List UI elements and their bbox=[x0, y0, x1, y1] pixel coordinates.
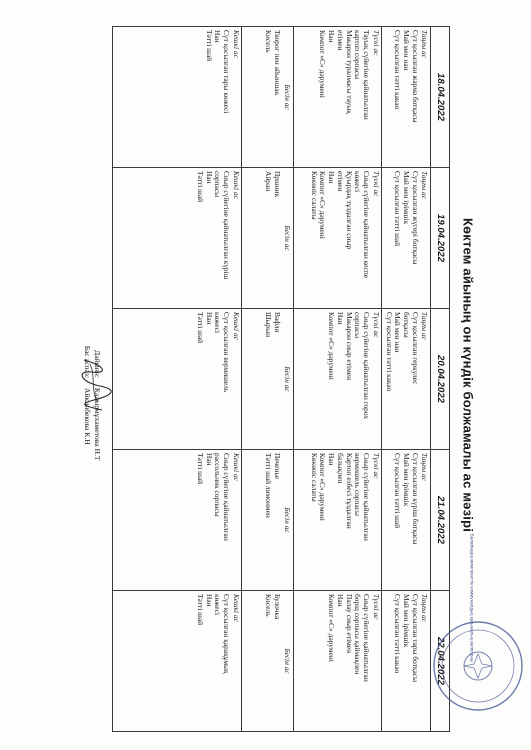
menu-item: көжесі bbox=[213, 594, 223, 616]
meal-label: Таңғы ас bbox=[420, 30, 430, 58]
menu-item: Компот «С» дәруменi bbox=[327, 312, 337, 380]
menu-item: Макарон туралмасы тауық bbox=[344, 30, 354, 114]
menu-item: Тәтті шай bbox=[195, 171, 205, 203]
menu-item: Нан bbox=[327, 171, 337, 184]
menu-item: Тәтті шай bbox=[195, 594, 205, 626]
menu-item: Нан bbox=[204, 171, 214, 184]
snack-cell bbox=[242, 309, 294, 450]
menu-sheet bbox=[10, 26, 450, 732]
lunch-cell bbox=[294, 309, 382, 450]
menu-item: Нан bbox=[213, 30, 223, 43]
chef-line bbox=[82, 316, 92, 616]
menu-item: Сиыр сүйегіне қайнатылған күріш bbox=[222, 171, 232, 280]
menu-item: Сиыр сүйегіне қайнатылған кеспе bbox=[362, 171, 372, 279]
menu-item: көжесі bbox=[353, 171, 363, 193]
menu-item: Көкөніс салаты bbox=[309, 453, 319, 502]
meal-label: Түскі ас bbox=[371, 30, 381, 56]
menu-item: вермишель сорпасы bbox=[353, 453, 363, 516]
menu-item: Картоп езбесі тұздалған bbox=[344, 453, 354, 529]
meal-label: Бесін ас bbox=[282, 507, 292, 533]
menu-item: Сүт қосылған тәтті какао bbox=[393, 30, 403, 110]
date-header-1: 18.04.2022 bbox=[431, 27, 450, 168]
meal-label: Бесін ас bbox=[282, 648, 292, 674]
lunch-cell bbox=[294, 591, 382, 732]
menu-item: Сүт қосылған қарақұмық bbox=[222, 594, 232, 674]
official-seal bbox=[430, 618, 526, 714]
menu-table bbox=[112, 26, 450, 732]
breakfast-row bbox=[382, 27, 431, 732]
snack-cell bbox=[242, 27, 294, 168]
menu-item: Айран bbox=[264, 171, 274, 192]
menu-item: Сүт қосылған тәтті какао bbox=[393, 594, 403, 674]
menu-item: Пршник bbox=[273, 171, 283, 198]
menu-item: Сиыр сүйегіне қайнатылған горох bbox=[362, 312, 372, 420]
meal-label: Таңғы ас bbox=[420, 594, 430, 622]
dinner-cell bbox=[113, 450, 242, 591]
menu-item: етімен bbox=[335, 171, 345, 192]
menu-item: борщ сорпасы қаймақпен bbox=[353, 594, 363, 675]
menu-item: Нан bbox=[204, 594, 214, 607]
menu-item: Май мен нан bbox=[402, 30, 412, 71]
menu-item: Сиыр сүйегіне қайнатылған bbox=[362, 594, 372, 682]
snack-cell bbox=[242, 168, 294, 309]
breakfast-cell bbox=[382, 591, 431, 732]
meal-label: Түскі ас bbox=[371, 171, 381, 197]
chef-label: Бас аспаз: bbox=[83, 345, 93, 378]
menu-item: Қуырдақ тұздалған сиыр bbox=[344, 171, 354, 250]
menu-item: Сиыр сүйегіне қайнатылған bbox=[362, 453, 372, 541]
menu-item: Сүт қосылған тары ботқасы bbox=[410, 594, 420, 683]
meal-label: Түскі ас bbox=[371, 453, 381, 479]
meal-label: Кешкі ас bbox=[231, 312, 241, 340]
menu-item: Макарон сиыр етімен bbox=[344, 312, 354, 381]
meal-label: Таңғы ас bbox=[420, 171, 430, 199]
menu-item: Тауық сүйегіне қайнатылған bbox=[362, 30, 372, 120]
meal-label: Таңғы ас bbox=[420, 453, 430, 481]
menu-item: Нан bbox=[335, 594, 345, 607]
date-header-3: 20.04.2022 bbox=[431, 309, 450, 450]
meal-label: Кешкі ас bbox=[231, 30, 241, 58]
menu-item: Компот «С» дәруменi bbox=[318, 453, 328, 521]
menu-item: көжесі bbox=[213, 312, 223, 334]
menu-item: Тәтті шай лимонмен bbox=[264, 453, 274, 518]
approved-label: Дайынн: bbox=[93, 350, 102, 378]
lunch-cell bbox=[294, 450, 382, 591]
approved-line bbox=[92, 316, 102, 616]
seal-text-line: Балабақша мемлекеттік коммуналдық қазыналық кәсіпорны bbox=[469, 533, 475, 663]
dinner-cell bbox=[113, 591, 242, 732]
dinner-cell bbox=[113, 27, 242, 168]
menu-item: Нан bbox=[335, 312, 345, 325]
menu-item: Сүт қосылған тәтті какао bbox=[384, 312, 394, 392]
meal-label: Кешкі ас bbox=[231, 594, 241, 622]
menu-item: Творог пен айыншак bbox=[273, 30, 283, 96]
menu-item: Май мен ірімшік bbox=[402, 594, 412, 648]
chef-name: Айкинбекова К.Н bbox=[83, 387, 93, 445]
menu-item: Тәтті шай bbox=[204, 30, 214, 62]
dinner-cell bbox=[113, 309, 242, 450]
menu-item: рассольник сорпасы bbox=[213, 453, 223, 517]
menu-item: Көкөніс салаты bbox=[309, 171, 319, 220]
meal-label: Бесін ас bbox=[282, 225, 292, 251]
meal-label: Кешкі ас bbox=[231, 453, 241, 481]
meal-label: Таңғы ас bbox=[420, 312, 430, 340]
lunch-row bbox=[294, 27, 382, 732]
menu-item: Нан bbox=[204, 453, 214, 466]
date-header-5: 22.04.2022 bbox=[431, 591, 450, 732]
menu-item: Кисель bbox=[264, 30, 274, 53]
menu-item: Печенье bbox=[273, 453, 283, 480]
menu-item: Май мен нан bbox=[393, 312, 403, 353]
menu-item: Сиыр сүйегіне қайнатылған bbox=[222, 453, 232, 541]
title-text: Көктем айының он күндік болжамалы ас мәзірі bbox=[460, 217, 476, 533]
dinner-cell bbox=[113, 168, 242, 309]
snack-cell bbox=[242, 450, 294, 591]
menu-item: картоп сорпасы bbox=[353, 30, 363, 80]
menu-item: Сүт қосылған тары көжесі bbox=[222, 30, 232, 114]
menu-item: Вафли bbox=[273, 312, 283, 333]
menu-item: Сүт қосылған тәтті шай bbox=[393, 453, 403, 529]
menu-item: етімен bbox=[335, 30, 345, 51]
breakfast-cell bbox=[382, 450, 431, 591]
meal-label: Түскі ас bbox=[371, 312, 381, 338]
date-header-2: 19.04.2022 bbox=[431, 168, 450, 309]
menu-item: Нан bbox=[327, 30, 337, 43]
menu-item: Сүт қосылған күріш ботқасы bbox=[410, 453, 420, 545]
menu-item: Тәтті шай bbox=[195, 312, 205, 344]
meal-label: Түскі ас bbox=[371, 594, 381, 620]
menu-item: Нан bbox=[204, 312, 214, 325]
menu-item: Компот «С» дәруменi bbox=[318, 30, 328, 98]
menu-item: Компот «С» дәруменi bbox=[327, 594, 337, 662]
meal-label: Бесін ас bbox=[282, 84, 292, 110]
signature-block bbox=[82, 316, 102, 616]
breakfast-cell bbox=[382, 168, 431, 309]
dinner-row bbox=[113, 27, 242, 732]
date-header-4: 21.04.2022 bbox=[431, 450, 450, 591]
menu-item: Тәтті шай bbox=[195, 453, 205, 485]
menu-item: Шырын bbox=[264, 312, 274, 338]
breakfast-cell bbox=[382, 27, 431, 168]
menu-item: Май мен ірімшік bbox=[402, 171, 412, 225]
lunch-cell bbox=[294, 168, 382, 309]
snack-row bbox=[242, 27, 294, 732]
menu-item: Кисель bbox=[264, 594, 274, 617]
meal-label: Кешкі ас bbox=[231, 171, 241, 199]
menu-item: сорпасы bbox=[213, 171, 223, 198]
snack-cell bbox=[242, 591, 294, 732]
menu-item: Сүт қосылған геркулес bbox=[410, 312, 420, 385]
menu-item: Компот «С» дәруменi bbox=[318, 171, 328, 239]
breakfast-cell bbox=[382, 309, 431, 450]
menu-item: сорпасы bbox=[353, 312, 363, 339]
menu-item: Сүт қосылған вермишель bbox=[222, 312, 232, 393]
menu-item: Булочка bbox=[273, 594, 283, 620]
menu-item: ботқасы bbox=[402, 312, 412, 338]
menu-item: Нан bbox=[327, 453, 337, 466]
lunch-cell bbox=[294, 27, 382, 168]
menu-item: Сүт қосылған тәтті шай bbox=[393, 171, 403, 247]
meal-label: Бесін ас bbox=[282, 366, 292, 392]
menu-item: Сүт қосылған жарма ботқасы bbox=[410, 30, 420, 123]
approved-name: Кадырмұхаметова Н.Т bbox=[93, 387, 102, 461]
menu-item: Сүт қосылған жүгері ботқасы bbox=[410, 171, 420, 265]
menu-item: Май мен ірімшік bbox=[402, 453, 412, 507]
menu-item: Палау сиыр етімен bbox=[344, 594, 354, 654]
menu-item: балықпен bbox=[335, 453, 345, 484]
